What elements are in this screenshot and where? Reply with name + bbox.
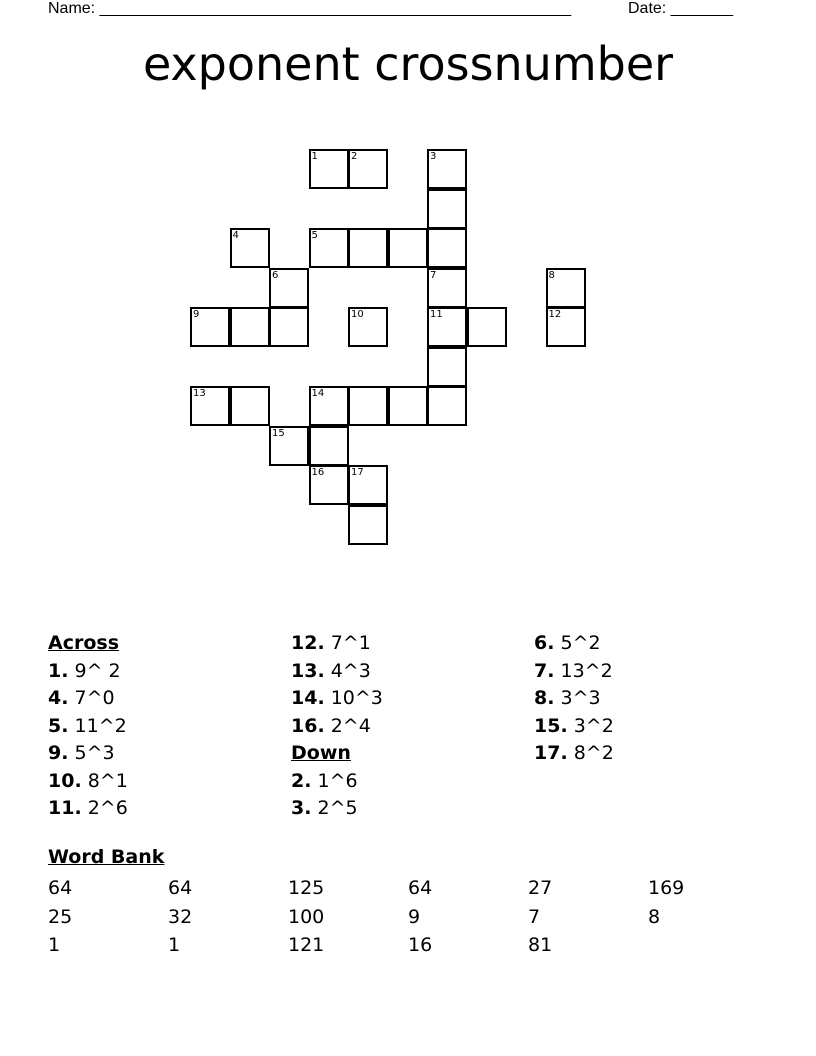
- grid-cell[interactable]: [348, 505, 388, 545]
- word-bank-item: 81: [528, 934, 553, 956]
- cell-number: 8: [548, 269, 555, 281]
- grid-cell[interactable]: [309, 426, 349, 466]
- grid-cell[interactable]: [427, 347, 467, 387]
- clue-item: [291, 658, 383, 686]
- clue-heading: Down: [291, 742, 351, 764]
- grid-cell[interactable]: [546, 268, 586, 308]
- clue-number: 7.: [534, 659, 555, 682]
- grid-cell[interactable]: [467, 307, 507, 347]
- clue-item: [291, 795, 383, 823]
- grid-cell[interactable]: [190, 386, 230, 426]
- clue-text: 9^ 2: [68, 659, 121, 682]
- date-field[interactable]: Date: _______: [628, 0, 733, 17]
- word-bank-item: 9: [408, 905, 421, 928]
- word-bank-item: 27: [528, 877, 553, 899]
- grid-cell[interactable]: [427, 268, 467, 308]
- clue-item: [291, 630, 383, 658]
- clue-number: 10.: [48, 769, 82, 792]
- clue-number: 14.: [291, 687, 325, 709]
- grid-cell[interactable]: [269, 426, 309, 466]
- clue-number: 13.: [291, 659, 325, 682]
- cell-number: 10: [351, 309, 364, 320]
- grid-cell[interactable]: [427, 228, 467, 268]
- grid-cell[interactable]: [348, 149, 388, 189]
- clue-item: [291, 685, 383, 713]
- clue-number: 9.: [48, 742, 69, 764]
- cell-number: 4: [232, 230, 239, 241]
- clue-text: 1^6: [311, 769, 358, 792]
- clue-item: [48, 658, 128, 686]
- grid-cell[interactable]: [309, 149, 349, 189]
- cell-number: 16: [311, 467, 325, 478]
- word-bank-item: 16: [408, 934, 433, 956]
- grid-cell[interactable]: [427, 307, 467, 347]
- word-bank-item: 121: [288, 934, 325, 956]
- clue-item: [291, 713, 383, 741]
- clue-text: 7^0: [68, 687, 115, 709]
- cell-number: 3: [430, 151, 437, 162]
- cell-number: 12: [548, 309, 562, 320]
- clue-text: 5^3: [68, 742, 115, 764]
- clue-text: 7^1: [324, 632, 371, 654]
- cell-number: 7: [430, 269, 437, 281]
- grid-cell[interactable]: [388, 228, 428, 268]
- clue-item: [48, 795, 128, 823]
- clue-text: 2^5: [311, 797, 358, 819]
- word-bank-item: 8: [648, 905, 661, 928]
- word-bank-item: 64: [408, 877, 433, 899]
- grid-cell[interactable]: [388, 386, 428, 426]
- grid-cell[interactable]: [230, 228, 270, 268]
- clue-text: 8^2: [567, 742, 614, 764]
- clue-text: 5^2: [554, 632, 601, 654]
- clue-number: 15.: [534, 714, 568, 737]
- grid-cell[interactable]: [230, 386, 270, 426]
- clues-column-2: [291, 630, 383, 823]
- grid-cell[interactable]: [309, 465, 349, 505]
- grid-cell[interactable]: [348, 465, 388, 505]
- name-field[interactable]: Name: _____________________________________________________: [48, 0, 572, 17]
- clue-text: 13^2: [554, 659, 613, 682]
- clue-number: 8.: [534, 687, 555, 709]
- clue-item: [48, 713, 128, 741]
- grid-cell[interactable]: [348, 228, 388, 268]
- clue-number: 6.: [534, 632, 555, 654]
- grid-cell[interactable]: [427, 149, 467, 189]
- clue-text: 2^4: [324, 714, 371, 737]
- cell-number: 6: [272, 269, 279, 281]
- grid-cell[interactable]: [348, 386, 388, 426]
- clue-text: 3^3: [554, 687, 601, 709]
- clue-text: 4^3: [324, 659, 371, 682]
- clue-number: 4.: [48, 687, 69, 709]
- clue-number: 16.: [291, 714, 325, 737]
- clues-column-3: [534, 630, 614, 768]
- clue-item: [291, 768, 383, 796]
- grid-cell[interactable]: [546, 307, 586, 347]
- grid-cell[interactable]: [427, 386, 467, 426]
- clue-text: 8^1: [81, 769, 128, 792]
- clues-column-1: [48, 630, 128, 823]
- word-bank-item: 64: [168, 877, 193, 899]
- clue-item: [534, 713, 614, 741]
- word-bank-item: 64: [48, 877, 73, 899]
- cell-number: 14: [311, 388, 325, 399]
- word-bank-item: 32: [168, 905, 193, 928]
- clue-item: [48, 740, 128, 768]
- cell-number: 15: [272, 427, 285, 439]
- clue-text: 11^2: [68, 714, 127, 737]
- clue-number: 3.: [291, 797, 312, 819]
- grid-cell[interactable]: [269, 268, 309, 308]
- clue-text: 10^3: [324, 687, 383, 709]
- cell-number: 1: [311, 151, 318, 162]
- clue-heading: Across: [48, 632, 120, 654]
- clue-number: 5.: [48, 714, 69, 737]
- grid-cell[interactable]: [190, 307, 230, 347]
- clue-text: 3^2: [567, 714, 614, 737]
- clue-item: [534, 658, 614, 686]
- grid-cell[interactable]: [230, 307, 270, 347]
- page-title: exponent crossnumber: [142, 37, 674, 91]
- clue-number: 12.: [291, 632, 325, 654]
- cell-number: 11: [430, 309, 443, 320]
- clue-item: [48, 768, 128, 796]
- word-bank-item: 25: [48, 905, 73, 928]
- clue-number: 1.: [48, 659, 69, 682]
- word-bank-item: 7: [528, 905, 541, 928]
- clue-item: [534, 630, 614, 658]
- cell-number: 2: [351, 151, 358, 162]
- clue-number: 11.: [48, 797, 82, 819]
- cell-number: 17: [351, 467, 364, 478]
- grid-cell[interactable]: [309, 386, 349, 426]
- word-bank: [48, 874, 768, 960]
- grid-cell[interactable]: [427, 189, 467, 229]
- clue-number: 17.: [534, 742, 568, 764]
- word-bank-item: 1: [48, 934, 61, 956]
- clue-text: 2^6: [81, 797, 128, 819]
- cell-number: 13: [193, 388, 206, 399]
- word-bank-item: 169: [648, 877, 685, 899]
- clue-item: [48, 685, 128, 713]
- cell-number: 9: [193, 309, 200, 320]
- word-bank-item: 100: [288, 905, 325, 928]
- grid-cell[interactable]: [309, 228, 349, 268]
- grid-cell[interactable]: [269, 307, 309, 347]
- word-bank-item: 1: [168, 934, 181, 956]
- grid-cell[interactable]: [348, 307, 388, 347]
- clue-item: [534, 740, 614, 768]
- word-bank-item: 125: [288, 877, 325, 899]
- cell-number: 5: [311, 230, 318, 241]
- word-bank-title: Word Bank: [48, 846, 165, 868]
- clue-item: [534, 685, 614, 713]
- clue-number: 2.: [291, 769, 312, 792]
